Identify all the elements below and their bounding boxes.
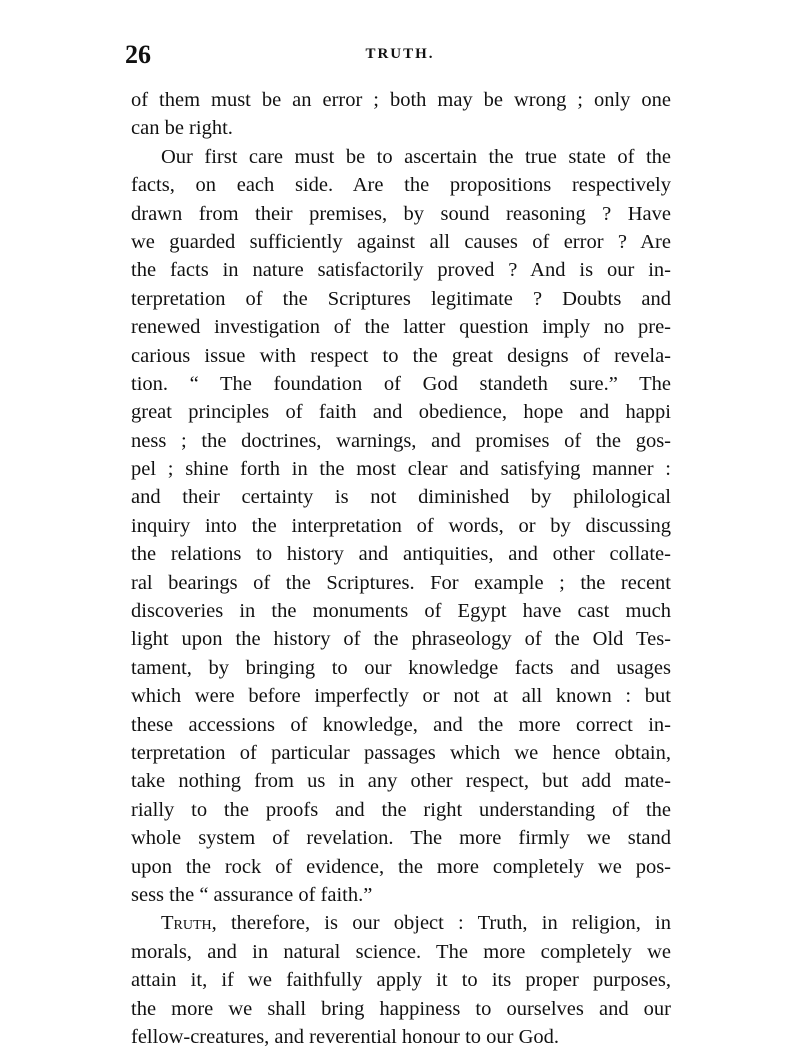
text-line: facts, on each side. Are the propositions respectively bbox=[131, 174, 671, 197]
paragraph bbox=[131, 143, 671, 910]
text-fragment: , therefore, is our object : Truth, in religion, in bbox=[211, 912, 671, 935]
text-line: these accessions of knowledge, and the more correct in- bbox=[131, 713, 671, 736]
text-line: drawn from their premises, by sound reasoning ? Have bbox=[131, 202, 671, 225]
text-line: upon the rock of evidence, the more completely we pos- bbox=[131, 855, 671, 878]
text-line: can be right. bbox=[131, 117, 233, 140]
page-header bbox=[125, 40, 675, 72]
text-line: morals, and in natural science. The more completely we bbox=[131, 940, 671, 963]
text-line: attain it, if we faithfully apply it to its proper purposes, bbox=[131, 969, 671, 992]
text-line: and their certainty is not diminished by philological bbox=[131, 486, 671, 509]
text-line: pel ; shine forth in the most clear and satisfying manner : bbox=[131, 458, 671, 481]
text-line: discoveries in the monuments of Egypt have cast much bbox=[131, 600, 671, 623]
text-line: great principles of faith and obedience, hope and happi bbox=[131, 401, 671, 424]
text-line: fellow-creatures, and reverential honour to our God. bbox=[131, 1025, 560, 1048]
text-line: terpretation of particular passages which we hence obtain, bbox=[131, 741, 671, 764]
small-caps-word: Truth bbox=[161, 912, 212, 935]
paragraph bbox=[131, 909, 671, 1051]
running-head: TRUTH. bbox=[365, 46, 435, 62]
text-line: the more we shall bring happiness to ourselves and our bbox=[131, 997, 671, 1020]
text-line: Our first care must be to ascertain the true state of the bbox=[161, 145, 671, 168]
paragraph bbox=[131, 86, 671, 143]
text-line: light upon the history of the phraseology of the Old Tes- bbox=[131, 628, 671, 651]
text-line: ral bearings of the Scriptures. For example ; the recent bbox=[131, 571, 671, 594]
text-line: we guarded sufficiently against all causes of error ? Are bbox=[131, 230, 671, 253]
text-line: carious issue with respect to the great designs of revela- bbox=[131, 344, 671, 367]
text-line: whole system of revelation. The more firmly we stand bbox=[131, 827, 671, 850]
text-line: which were before imperfectly or not at all known : but bbox=[131, 685, 671, 708]
text-line: inquiry into the interpretation of words, or by discussing bbox=[131, 514, 671, 537]
text-line: rially to the proofs and the right understanding of the bbox=[131, 798, 671, 821]
body-text bbox=[131, 86, 671, 1051]
text-line: take nothing from us in any other respect, but add mate- bbox=[131, 770, 671, 793]
text-line: of them must be an error ; both may be wrong ; only one bbox=[131, 89, 671, 111]
text-line: tion. “ The foundation of God standeth sure.” The bbox=[131, 372, 671, 395]
text-line: terpretation of the Scriptures legitimate ? Doubts and bbox=[131, 287, 671, 310]
page-number: 26 bbox=[125, 40, 151, 69]
text-line: sess the “ assurance of faith.” bbox=[131, 883, 373, 906]
text-line: renewed investigation of the latter question imply no pre- bbox=[131, 316, 671, 339]
text-line bbox=[131, 909, 671, 937]
text-line: tament, by bringing to our knowledge facts and usages bbox=[131, 656, 671, 679]
text-line: ness ; the doctrines, warnings, and promises of the gos- bbox=[131, 429, 671, 452]
text-line: the facts in nature satisfactorily proved ? And is our in- bbox=[131, 259, 671, 282]
text-line: the relations to history and antiquities, and other collate- bbox=[131, 543, 671, 566]
